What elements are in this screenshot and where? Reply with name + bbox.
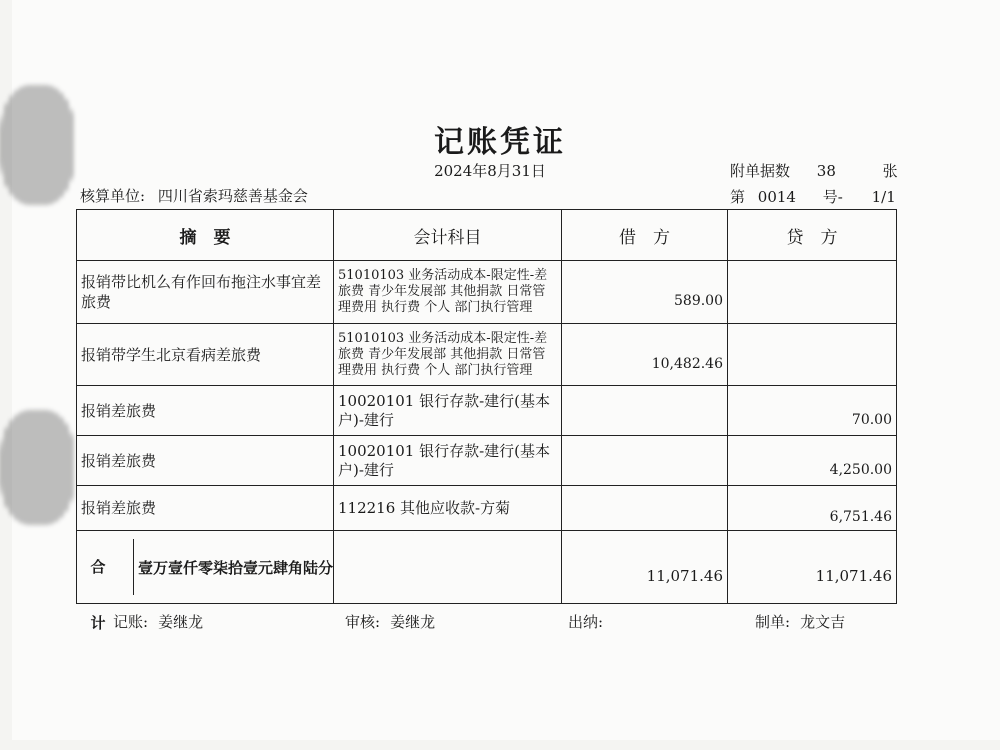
row-debit — [562, 436, 728, 486]
row-debit — [562, 486, 728, 531]
row-credit: 70.00 — [728, 386, 897, 436]
voucher-suffix: 号- — [822, 188, 843, 206]
attachments-info — [730, 160, 898, 181]
row-credit: 4,250.00 — [728, 436, 897, 486]
table-row — [77, 436, 897, 486]
reviewer-label: 审核: — [345, 613, 381, 631]
row-credit: 6,751.46 — [728, 486, 897, 531]
total-label: 合计 — [77, 539, 134, 595]
table-row — [77, 261, 897, 324]
row-account: 10020101 银行存款-建行(基本户)-建行 — [334, 436, 562, 486]
total-account-empty — [334, 531, 562, 604]
unit-label: 核算单位: — [80, 187, 146, 205]
row-summary: 报销差旅费 — [77, 486, 334, 531]
table-row — [77, 386, 897, 436]
row-summary: 报销带比机么有作回布拖注水事宜差旅费 — [77, 261, 334, 324]
preparer-name: 龙文吉 — [800, 613, 846, 631]
total-row — [77, 531, 897, 604]
row-account: 10020101 银行存款-建行(基本户)-建行 — [334, 386, 562, 436]
row-account: 112216 其他应收款-方菊 — [334, 486, 562, 531]
total-credit: 11,071.46 — [728, 531, 897, 604]
row-summary: 报销带学生北京看病差旅费 — [77, 323, 334, 386]
voucher-title: 记账凭证 — [434, 125, 566, 160]
row-account: 51010103 业务活动成本-限定性-差旅费 青少年发展部 其他捐款 日常管理费用 执行费 个人 部门执行管理 — [334, 323, 562, 386]
unit-value: 四川省索玛慈善基金会 — [157, 187, 308, 205]
reviewer-sign — [345, 611, 435, 632]
row-credit — [728, 261, 897, 324]
total-debit: 11,071.46 — [562, 531, 728, 604]
table-header-row — [77, 210, 897, 261]
bookkeeper-name: 姜继龙 — [158, 613, 204, 631]
row-debit — [562, 386, 728, 436]
voucher-prefix: 第 — [730, 188, 746, 206]
header-summary: 摘 要 — [77, 210, 334, 261]
row-account: 51010103 业务活动成本-限定性-差旅费 青少年发展部 其他捐款 日常管理费用 执行费 个人 部门执行管理 — [334, 261, 562, 324]
header-account: 会计科目 — [334, 210, 562, 261]
row-summary: 报销差旅费 — [77, 436, 334, 486]
cashier-sign — [568, 611, 613, 632]
attachments-unit: 张 — [882, 162, 898, 180]
table-row — [77, 323, 897, 386]
voucher-number — [730, 186, 896, 207]
attachments-label: 附单据数 — [730, 162, 791, 180]
row-debit: 10,482.46 — [562, 323, 728, 386]
voucher-page: 1/1 — [871, 188, 896, 206]
cashier-label: 出纳: — [568, 613, 604, 631]
accounting-unit — [80, 185, 308, 206]
row-summary: 报销差旅费 — [77, 386, 334, 436]
voucher-number-value: 0014 — [757, 188, 796, 206]
bookkeeper-sign — [113, 611, 203, 632]
row-debit: 589.00 — [562, 261, 728, 324]
reviewer-name: 姜继龙 — [390, 613, 436, 631]
total-amount-words: 壹万壹仟零柒拾壹元肆角陆分 — [137, 558, 333, 577]
preparer-sign — [755, 611, 845, 632]
scan-smudge-bottom — [0, 410, 75, 525]
attachments-count: 38 — [816, 162, 836, 180]
row-credit — [728, 323, 897, 386]
voucher-date: 2024年8月31日 — [434, 162, 546, 180]
table-row — [77, 486, 897, 531]
bookkeeper-label: 记账: — [113, 613, 149, 631]
header-debit: 借 方 — [562, 210, 728, 261]
header-credit: 贷 方 — [728, 210, 897, 261]
preparer-label: 制单: — [755, 613, 791, 631]
